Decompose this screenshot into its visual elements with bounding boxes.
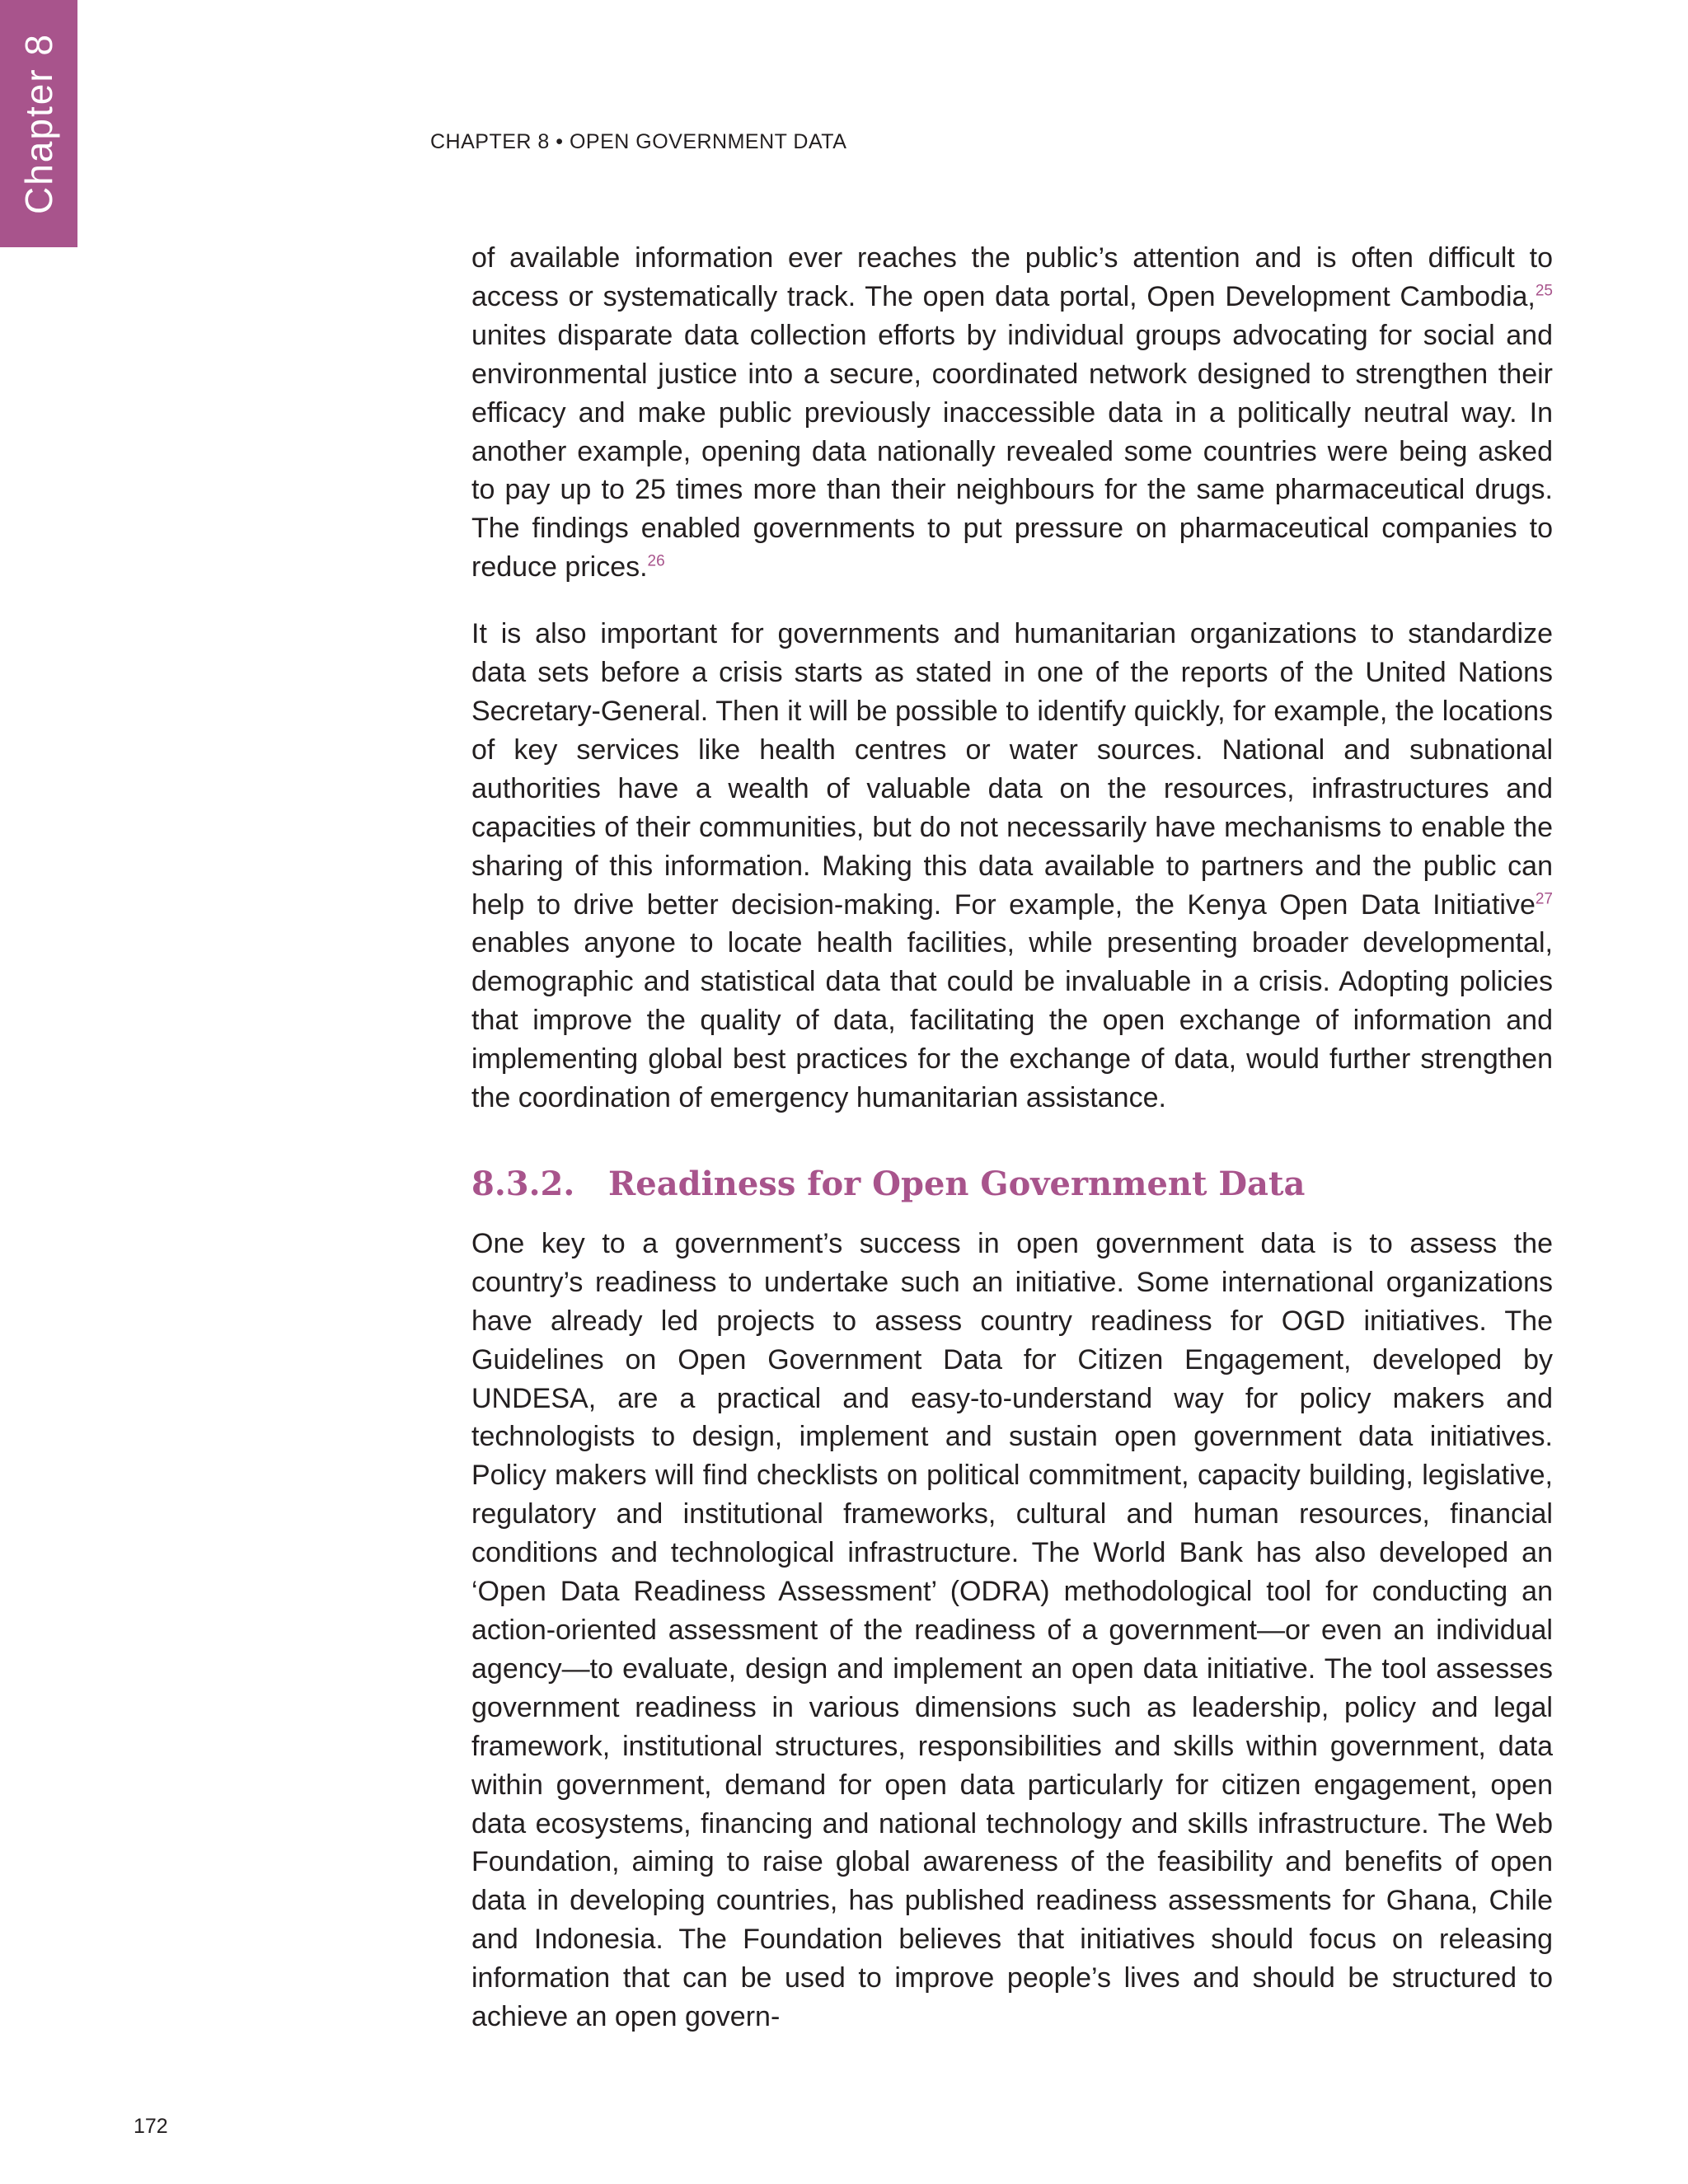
paragraph: One key to a government’s success in open government data is to assess the country’s readiness to undertake such an initiative. Some international organizations have already led projects to assess country readiness for OGD initiatives. The Guidelines on Open Government Data for Citizen Engagement, developed by UNDESA, are a practical and easy-to-understand way for policy makers and technologists to design, implement and sustain open government data initiatives. Policy makers will find checklists on political commitment, capacity building, legislative, regulatory and institutional frameworks, cultural and human resources, financial conditions and technological infrastructure. The World Bank has also developed an ‘Open Data Readiness Assessment’ (ODRA) methodological tool for conducting an action-oriented assessment of the readiness of a government—or even an individual agency—to evaluate, design and implement an open data initiative. The tool assesses government readiness in various dimensions such as leadership, policy and legal framework, institutional structures, responsibilities and skills within government, data within government, demand for open data particularly for citizen engagement, open data ecosystems, financing and national technology and skills infrastructure. The Web Foundation, aiming to raise global awareness of the feasibility and benefits of open data in developing countries, has published readiness assessments for Ghana, Chile and Indonesia. The Foundation believes that initiatives should focus on releasing information that can be used to improve people’s lives and should be structured to achieve an open govern- bbox=[471, 1227, 1553, 2033]
section-heading bbox=[471, 1164, 1553, 1205]
paragraph-text: It is also important for governments and humanitarian organizations to standardize data sets before a crisis starts as stated in one of the reports of the United Nations Secretary-General. Then it will be possible to identify quickly, for example, the locations of key services like health centres or water sources. National and subnational authorities have a wealth of valuable data on the resources, infrastructures and capacities of their communities, but do not necessarily have mechanisms to enable the sharing of this information. Making this data available to partners and the public can help to drive better decision-making. For example, the Kenya Open Data Initiative bbox=[471, 618, 1553, 921]
page-number: 172 bbox=[134, 2115, 168, 2138]
footnote-ref[interactable]: 25 bbox=[1535, 282, 1553, 300]
section-number: 8.3.2. bbox=[471, 1164, 575, 1203]
chapter-tab bbox=[0, 0, 77, 247]
paragraph bbox=[471, 239, 1553, 587]
paragraph-text: of available information ever reaches the public’s attention and is often difficult to access or systematically track. The open data portal, Open Development Cambodia, bbox=[471, 242, 1553, 312]
paragraph-text: enables anyone to locate health facilities, while presenting broader developmental, demographic and statistical data that could be invaluable in a crisis. Adopting policies that improve the quality of data, facilitating the open exchange of information and implementing global best practices for the exchange of data, would further strengthen the coordination of emergency humanitarian assistance. bbox=[471, 927, 1553, 1114]
section-title: Readiness for Open Government Data bbox=[608, 1164, 1306, 1203]
body-text bbox=[471, 239, 1553, 2064]
paragraph-text: unites disparate data collection efforts by individual groups advocating for social and environmental justice into a secure, coordinated network designed to strengthen their efficacy and make public previously inaccessible data in a politically neutral way. In another example, opening data nationally revealed some countries were being asked to pay up to 25 times more than their neighbours for the same pharmaceutical drugs. The findings enabled governments to put pressure on pharmaceutical companies to reduce prices. bbox=[471, 319, 1553, 583]
running-header: CHAPTER 8 • OPEN GOVERNMENT DATA bbox=[430, 130, 847, 153]
footnote-ref[interactable]: 27 bbox=[1535, 890, 1553, 908]
footnote-ref[interactable]: 26 bbox=[647, 552, 665, 570]
paragraph bbox=[471, 615, 1553, 1118]
chapter-tab-label: Chapter 8 bbox=[17, 32, 60, 215]
